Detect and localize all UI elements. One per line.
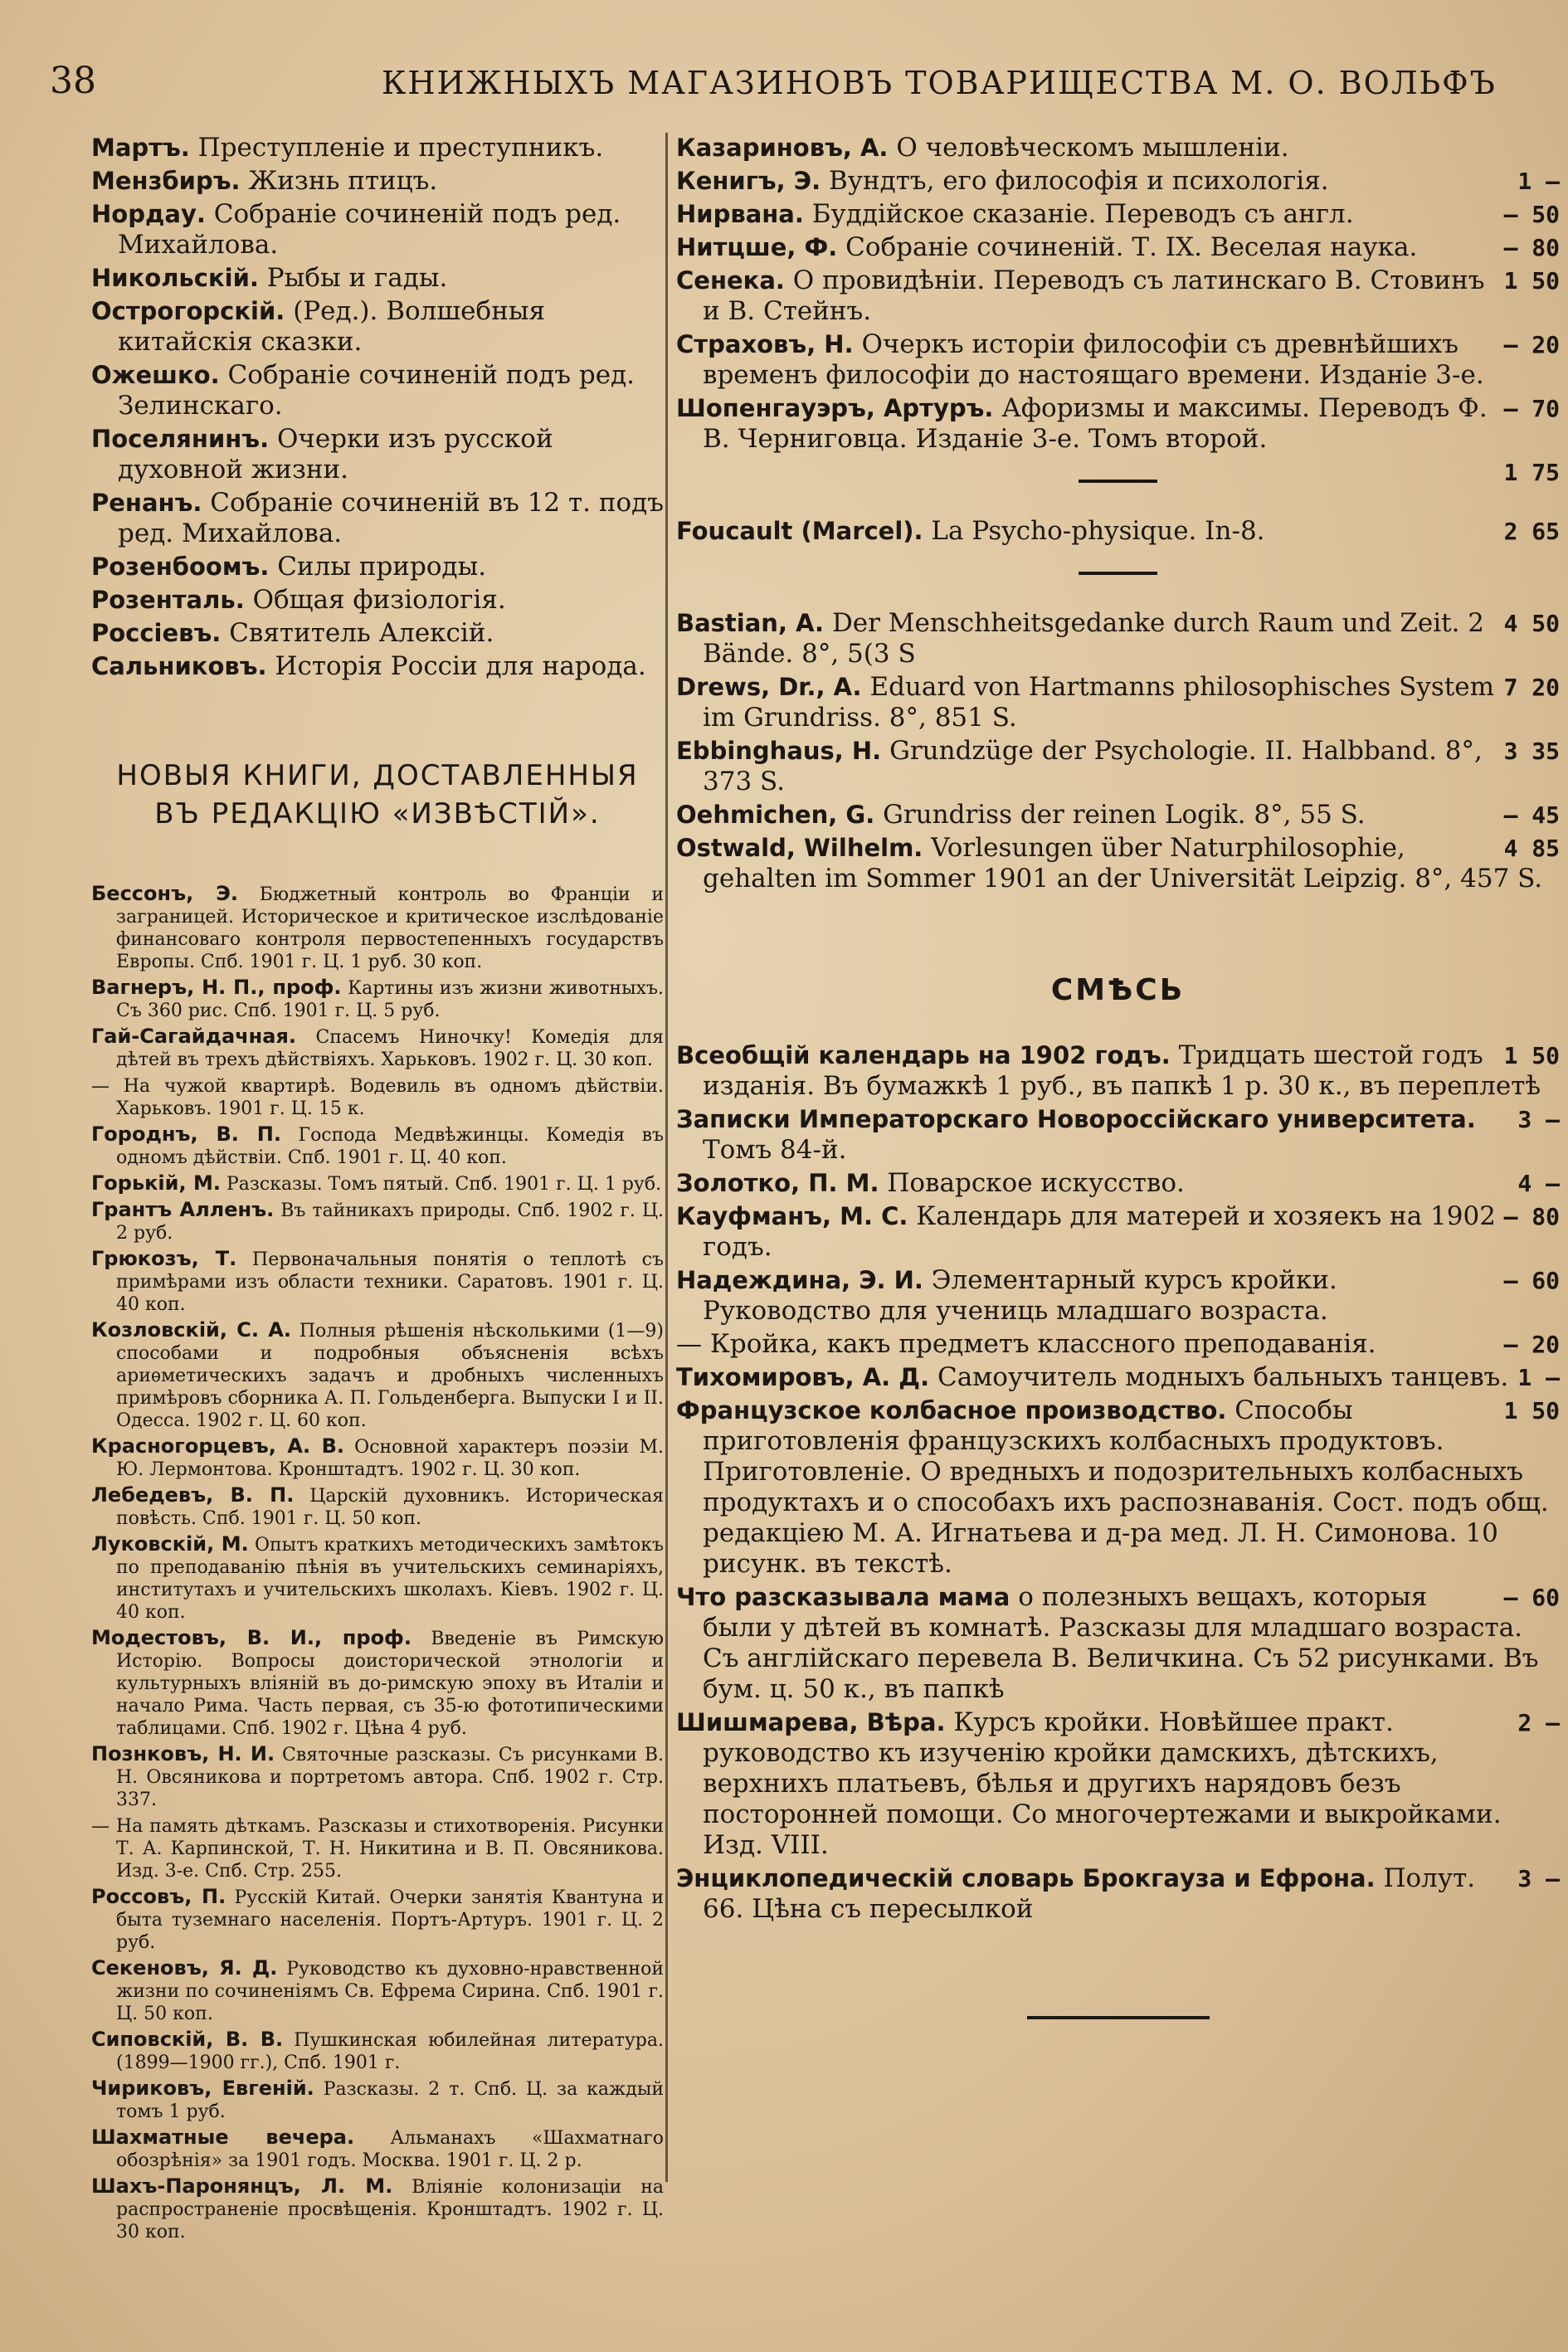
entry-author: Красногорцевъ, А. В. <box>91 1434 345 1458</box>
entry-text: Eduard von Hartmanns philosophisches System im Grundriss. 8°, 851 S. <box>703 672 1495 733</box>
catalog-entry <box>676 736 1560 797</box>
catalog-entry <box>676 133 1560 163</box>
entry-author: Oehmichen, G. <box>676 801 875 829</box>
entry-price: 1 50 <box>1503 1042 1560 1069</box>
entry-author: Кенигъ, Э. <box>676 167 821 195</box>
catalog-entry <box>91 1886 664 1954</box>
column-divider <box>665 133 668 2182</box>
entry-text: (Ред.). Волшебныя китайскія сказки. <box>118 296 546 357</box>
catalog-entry <box>676 1201 1560 1263</box>
new-books-heading: НОВЫЯ КНИГИ, ДОСТАВЛЕННЫЯ ВЪ РЕДАКЦІЮ «ИЗВѢСТІЙ». <box>116 759 639 830</box>
catalog-entry <box>676 265 1560 327</box>
page-number: 38 <box>50 60 96 102</box>
entry-text: Исторія Россіи для народа. <box>275 651 646 681</box>
entry-text: Полныя рѣшенія нѣсколькими (1—9) способами и подробныя объясненія всѣхъ ариѳметическихъ задачъ и дробныхъ численныхъ примѣровъ сборника А. П. Гольденберга. Выпуски I и II. Одесса. 1902 г. Ц. 60 коп. <box>116 1321 665 1431</box>
entry-price: 7 20 <box>1503 674 1560 701</box>
entry-price: — 80 <box>1503 234 1560 261</box>
entry-text: Руководство къ духовно-нравственной жизни по сочиненіямъ Св. Ефрема Сирина. Спб. 1901 г. Ц. 50 коп. <box>116 1959 664 2024</box>
catalog-entry <box>91 883 664 973</box>
entry-author: Нордау. <box>91 200 206 228</box>
catalog-entry <box>91 1074 664 1120</box>
entry-text: Пушкинская юбилейная литература. (1899—1900 гг.), Спб. 1901 г. <box>116 2030 664 2073</box>
catalog-entry <box>676 199 1560 230</box>
entry-author: Bastian, A. <box>676 609 825 637</box>
entry-text: Бюджетный контроль во Франціи и заграницей. Историческое и критическое изслѣдованіе финансоваго контроля первостепенныхъ государствъ Европы. Спб. 1901 г. Ц. 1 руб. 30 коп. <box>116 884 664 972</box>
catalog-entry <box>676 1863 1560 1925</box>
entry-author: Страховъ, Н. <box>676 330 854 358</box>
catalog-entry <box>676 1040 1560 1102</box>
entry-author: Городнъ, В. П. <box>91 1122 281 1146</box>
entry-text: Буддійское сказаніе. Переводъ съ англ. <box>811 199 1354 229</box>
catalog-entry <box>91 1484 664 1530</box>
catalog-entry <box>91 296 664 358</box>
entry-text: Рыбы и гады. <box>266 263 448 293</box>
entry-price: — 80 <box>1503 1203 1560 1230</box>
catalog-entry <box>676 800 1560 830</box>
entry-text: Собраніе сочиненій. Т. IX. Веселая наука. <box>845 232 1418 262</box>
running-title: КНИЖНЫХЪ МАГАЗИНОВЪ ТОВАРИЩЕСТВА М. О. ВОЛЬФЪ <box>382 65 1497 101</box>
german-books-list <box>676 608 1560 894</box>
entry-author: Казариновъ, А. <box>676 134 889 162</box>
entry-author: Острогорскій. <box>91 297 285 325</box>
entry-text: Тридцать шестой годъ изданія. Въ бумажкѣ 1 руб., въ папкѣ 1 р. 30 к., въ переплетѣ <box>703 1040 1541 1101</box>
entry-author: Тихомировъ, А. Д. <box>676 1363 930 1391</box>
right-catalog-list <box>676 133 1560 486</box>
entry-text: Очеркъ исторіи философіи съ древнѣйшихъ временъ философіи до настоящаго времени. Изданіе 3-е. <box>703 329 1484 390</box>
entry-author: Шахъ-Паронянцъ, Л. М. <box>91 2174 393 2198</box>
entry-author: Мензбиръ. <box>91 167 241 195</box>
catalog-entry <box>676 1582 1560 1705</box>
entry-price: — 45 <box>1503 801 1560 829</box>
entry-text: Альманахъ «Шахматнаго обозрѣнія» за 1901 годъ. Москва. 1901 г. Ц. 2 р. <box>116 2128 664 2171</box>
entry-text: Основной характеръ поэзіи М. Ю. Лермонтова. Кронштадтъ. 1902 г. Ц. 30 коп. <box>116 1437 664 1480</box>
catalog-entry <box>91 133 664 163</box>
entry-price: 2 65 <box>1503 518 1560 545</box>
foucault-entry <box>676 516 1560 547</box>
entry-text: Вундтъ, его философія и психологія. <box>828 166 1329 196</box>
entry-author: Ренанъ. <box>91 489 202 517</box>
entry-author: Луковскій, М. <box>91 1532 249 1556</box>
catalog-entry <box>91 2028 664 2074</box>
catalog-entry <box>91 1199 664 1244</box>
catalog-entry <box>676 672 1560 733</box>
entry-text: Святочные разсказы. Съ рисунками В. Н. Овсяникова и портретомъ автора. Спб. 1902 г. Стр. 337. <box>116 1745 664 1810</box>
catalog-entry <box>91 651 664 682</box>
entry-author: Французское колбасное производство. <box>676 1396 1227 1424</box>
catalog-entry <box>676 1362 1560 1393</box>
entry-text: Элементарный курсъ кройки. Руководство для учениць младшаго возраста. <box>703 1265 1337 1326</box>
entry-text: Vorlesungen über Naturphilosophie, gehalten im Sommer 1901 an der Universität Leipzig. 8°, 457 S. <box>703 833 1543 894</box>
catalog-entry <box>91 1957 664 2025</box>
catalog-entry <box>676 1707 1560 1861</box>
entry-author: Козловскій, С. А. <box>91 1318 291 1342</box>
entry-author: Ostwald, Wilhelm. <box>676 834 923 862</box>
entry-text: Картины изъ жизни животныхъ. Съ 360 рис. Спб. 1901 г. Ц. 5 руб. <box>116 978 664 1021</box>
entry-author: Сальниковъ. <box>91 652 267 680</box>
entry-author: Кауфманъ, М. С. <box>676 1202 908 1230</box>
entry-author: Розенбоомъ. <box>91 553 270 581</box>
closing-rule <box>1027 2016 1210 2019</box>
catalog-entry <box>91 1025 664 1071</box>
catalog-entry <box>91 2175 664 2243</box>
entry-author: Ожешко. <box>91 361 220 389</box>
entry-author: Горькій, М. <box>91 1171 221 1195</box>
entry-author: Энциклопедическій словарь Брокгауза и Ефрона. <box>676 1864 1376 1892</box>
entry-author: Записки Императорскаго Новороссійскаго университета. <box>676 1105 1476 1133</box>
catalog-entry <box>676 166 1560 197</box>
entry-author: Нитцше, Ф. <box>676 233 838 261</box>
catalog-entry <box>91 2126 664 2172</box>
entry-text: Календарь для матерей и хозяекъ на 1902 годъ. <box>703 1201 1496 1262</box>
catalog-entry <box>91 424 664 485</box>
entry-text: Святитель Алексій. <box>229 618 494 648</box>
catalog-entry <box>91 199 664 261</box>
section-rule <box>1079 572 1157 575</box>
entry-text: La Psycho-physique. In-8. <box>931 516 1265 546</box>
left-catalog-list <box>91 133 664 682</box>
entry-price: — 50 <box>1503 201 1560 228</box>
entry-text: Разсказы. Томъ пятый. Спб. 1901 г. Ц. 1 руб. <box>226 1174 662 1195</box>
entry-author: Грантъ Алленъ. <box>91 1198 275 1221</box>
entry-author: Надеждина, Э. И. <box>676 1266 923 1294</box>
entry-author: Розенталь. <box>91 586 245 614</box>
entry-price: 4 50 <box>1503 610 1560 637</box>
entry-text: Полут. 66. Цѣна съ пересылкой <box>703 1863 1476 1924</box>
entry-price: 1 50 <box>1503 1397 1560 1424</box>
smes-heading: СМѢСЬ <box>1050 973 1186 1007</box>
catalog-entry <box>91 552 664 582</box>
entry-text: Преступленіе и преступникъ. <box>197 133 604 163</box>
entry-text: Grundriss der reinen Logik. 8°, 55 S. <box>883 800 1366 830</box>
catalog-entry <box>91 1533 664 1624</box>
entry-price: — 70 <box>1503 395 1560 422</box>
entry-author: Модестовъ, В. И., проф. <box>91 1626 411 1649</box>
entry-author: Лебедевъ, В. П. <box>91 1483 295 1507</box>
entry-author: Что разсказывала мама <box>676 1583 1010 1611</box>
entry-price: — 20 <box>1503 1331 1560 1358</box>
entry-author: Грюкозъ, Т. <box>91 1247 237 1270</box>
entry-text: Томъ 84-й. <box>703 1135 847 1165</box>
entry-author: Россіевъ. <box>91 619 222 647</box>
entry-author: Никольскій. <box>91 264 259 292</box>
catalog-entry <box>91 488 664 549</box>
entry-author: Сиповскій, В. В. <box>91 2028 284 2051</box>
section-rule <box>1079 480 1157 483</box>
entry-author: Сенека. <box>676 266 785 295</box>
entry-text: Общая физіологія. <box>252 585 506 615</box>
catalog-entry <box>91 1435 664 1481</box>
entry-author: Шопенгауэръ, Артуръ. <box>676 394 994 422</box>
entry-author: Россовъ, П. <box>91 1885 226 1908</box>
catalog-entry <box>676 232 1560 263</box>
entry-author: Познковъ, Н. И. <box>91 1742 275 1765</box>
catalog-entry <box>91 585 664 616</box>
entry-price: 3 — <box>1517 1865 1560 1892</box>
entry-author: Нирвана. <box>676 200 804 228</box>
catalog-entry <box>676 329 1560 391</box>
catalog-entry <box>91 1123 664 1169</box>
entry-author: Мартъ. <box>91 134 190 162</box>
catalog-entry <box>91 1743 664 1811</box>
entry-text: Силы природы. <box>277 552 487 582</box>
entry-author: Шишмарева, Вѣра. <box>676 1708 946 1736</box>
entry-price: 2 — <box>1517 1709 1560 1736</box>
entry-author: Foucault (Marcel). <box>676 517 923 545</box>
entry-author: Золотко, П. М. <box>676 1169 879 1197</box>
entry-text: Царскій духовникъ. Историческая повѣсть. Спб. 1901 г. Ц. 50 коп. <box>116 1486 664 1529</box>
entry-price: 4 85 <box>1503 835 1560 862</box>
entry-price: 1 50 <box>1503 267 1560 295</box>
entry-text: Поварское искусство. <box>887 1168 1185 1198</box>
entry-price: 1 — <box>1517 1364 1560 1391</box>
entry-text: Спасемъ Ниночку! Комедія для дѣтей въ трехъ дѣйствіяхъ. Харьковъ. 1902 г. Ц. 30 коп. <box>116 1027 664 1070</box>
catalog-entry <box>91 2077 664 2123</box>
catalog-entry <box>91 166 664 197</box>
catalog-entry <box>676 608 1560 670</box>
entry-text: Собраніе сочиненій въ 12 т. подъ ред. Михайлова. <box>118 488 664 548</box>
entry-text: Въ тайникахъ природы. Спб. 1902 г. Ц. 2 руб. <box>116 1200 665 1244</box>
entry-author: Шахматные вечера. <box>91 2126 355 2149</box>
entry-text: — На память дѣткамъ. Разсказы и стихотворенія. Рисунки Т. А. Карпинской, Т. Н. Никитина и В. П. Овсяникова. Изд. 3-е. Спб. Стр. 255. <box>91 1816 664 1882</box>
entry-price: — 20 <box>1503 331 1560 358</box>
entry-text: Первоначальныя понятія о теплотѣ съ примѣрами изъ области техники. Саратовъ. 1901 г. Ц. 40 коп. <box>116 1249 664 1315</box>
catalog-entry <box>676 1395 1560 1580</box>
catalog-entry <box>91 618 664 649</box>
entry-text: Жизнь птицъ. <box>248 166 438 196</box>
entry-author: Всеобщій календарь на 1902 годъ. <box>676 1041 1171 1069</box>
left-column <box>91 133 664 2247</box>
catalog-entry <box>676 1265 1560 1327</box>
entry-author: Drews, Dr., A. <box>676 673 862 701</box>
right-column <box>676 133 1560 2019</box>
entry-text: Способы приготовленія французскихъ колбасныхъ продуктовъ. Приготовленіе. О вредныхъ и подозрительныхъ колбасныхъ продуктахъ и о способахъ ихъ распознаванія. Сост. подъ общ. редакціею М. А. Игнатьева и д-ра мед. Л. Н. Симонова. 10 рисунк. въ текстѣ. <box>703 1395 1549 1579</box>
catalog-entry <box>676 393 1560 455</box>
entry-text: Опытъ краткихъ методическихъ замѣтокъ по преподаванію пѣнія въ учительскихъ семинаріяхъ, институтахъ и учительскихъ школахъ. Кіевъ. 1902 г. Ц. 40 коп. <box>116 1535 664 1623</box>
entry-text: О человѣческомъ мышленіи. <box>896 133 1289 163</box>
entry-text: Вліяніе колонизаціи на распространеніе просвѣщенія. Кронштадтъ. 1902 г. Ц. 30 коп. <box>116 2177 664 2242</box>
entry-price: 3 — <box>1517 1106 1560 1133</box>
entry-price: 4 — <box>1517 1170 1560 1197</box>
entry-text: Самоучитель модныхъ бальныхъ танцевъ. <box>937 1362 1509 1392</box>
entry-author: Поселянинъ. <box>91 425 270 453</box>
entry-text: Введеніе въ Римскую Исторію. Вопросы доисторической этнологіи и культурныхъ вліяній въ до-римскую эпоху въ Италіи и начало Рима. Часть первая, съ 35-ю фототипическими таблицами. Спб. 1902 г. Цѣна 4 руб. <box>116 1629 664 1739</box>
catalog-entry <box>91 1248 664 1316</box>
entry-text: Курсъ кройки. Новѣйшее практ. руководство къ изученію кройки дамскихъ, дѣтскихъ, верхнихъ платьевъ, бѣлья и другихъ нарядовъ безъ посторонней помощи. Со многочертежами и выкройками. Изд. VIII. <box>703 1707 1502 1860</box>
catalog-entry <box>91 360 664 421</box>
entry-text: Grundzüge der Psychologie. II. Halbband. 8°, 373 S. <box>703 736 1483 796</box>
entry-text: Господа Медвѣжинцы. Комедія въ одномъ дѣйствіи. Спб. 1901 г. Ц. 40 коп. <box>116 1125 664 1168</box>
catalog-entry <box>91 1814 664 1882</box>
catalog-entry <box>91 1627 664 1740</box>
entry-text: Афоризмы и максимы. Переводъ Ф. В. Черниговца. Изданіе 3-е. Томъ второй. <box>703 393 1488 454</box>
entry-text: Русскій Китай. Очерки занятія Квантуна и быта туземнаго населенія. Портъ-Артуръ. 1901 г. Ц. 2 руб. <box>116 1887 665 1953</box>
entry-price: 1 — <box>1517 168 1560 195</box>
catalog-entry <box>676 1168 1560 1199</box>
catalog-entry <box>91 1319 664 1432</box>
smes-list <box>676 1040 1560 1925</box>
entry-author: Гай-Сагайдачная. <box>91 1025 296 1048</box>
entry-author: Чириковъ, Евгеній. <box>91 2077 314 2100</box>
entry-text: Очерки изъ русской духовной жизни. <box>118 424 553 485</box>
entry-price: 3 35 <box>1503 738 1560 765</box>
new-books-list <box>91 883 664 2243</box>
entry-price: — 60 <box>1503 1267 1560 1294</box>
catalog-entry <box>91 976 664 1022</box>
entry-author: Секеновъ, Я. Д. <box>91 1956 278 1979</box>
entry-author: Вагнеръ, Н. П., проф. <box>91 976 342 999</box>
entry-price: — 60 <box>1503 1584 1560 1611</box>
catalog-entry <box>676 1329 1560 1360</box>
entry-text: — На чужой квартирѣ. Водевиль въ одномъ дѣйствіи. Харьковъ. 1901 г. Ц. 15 к. <box>91 1076 664 1119</box>
entry-text: — Кройка, какъ предметъ классного преподаванія. <box>676 1329 1376 1359</box>
entry-text: Собраніе сочиненій подъ ред. Зелинскаго. <box>118 360 635 421</box>
page-header <box>50 55 1527 113</box>
entry-price: 1 75 <box>1503 459 1560 486</box>
entry-text: Разсказы. 2 т. Спб. Ц. за каждый томъ 1 руб. <box>116 2079 664 2122</box>
entry-author: Бессонъ, Э. <box>91 882 239 905</box>
catalog-entry <box>676 1104 1560 1166</box>
entry-text: о полезныхъ вещахъ, которыя были у дѣтей въ комнатѣ. Разсказы для младшаго возраста. Съ англійскаго перевела В. Величкина. Съ 52 рисунками. Въ бум. ц. 50 к., въ папкѣ <box>703 1582 1539 1704</box>
entry-text: О провидѣніи. Переводъ съ латинскаго В. Стовинъ и В. Стейнъ. <box>703 265 1485 326</box>
entry-text: Собраніе сочиненій подъ ред. Михайлова. <box>118 199 621 260</box>
entry-text: Der Menschheitsgedanke durch Raum und Zeit. 2 Bände. 8°, 5(3 S <box>703 608 1485 669</box>
catalog-entry <box>91 1172 664 1195</box>
catalog-entry <box>91 263 664 294</box>
catalog-entry <box>676 833 1560 894</box>
entry-author: Ebbinghaus, H. <box>676 737 882 765</box>
